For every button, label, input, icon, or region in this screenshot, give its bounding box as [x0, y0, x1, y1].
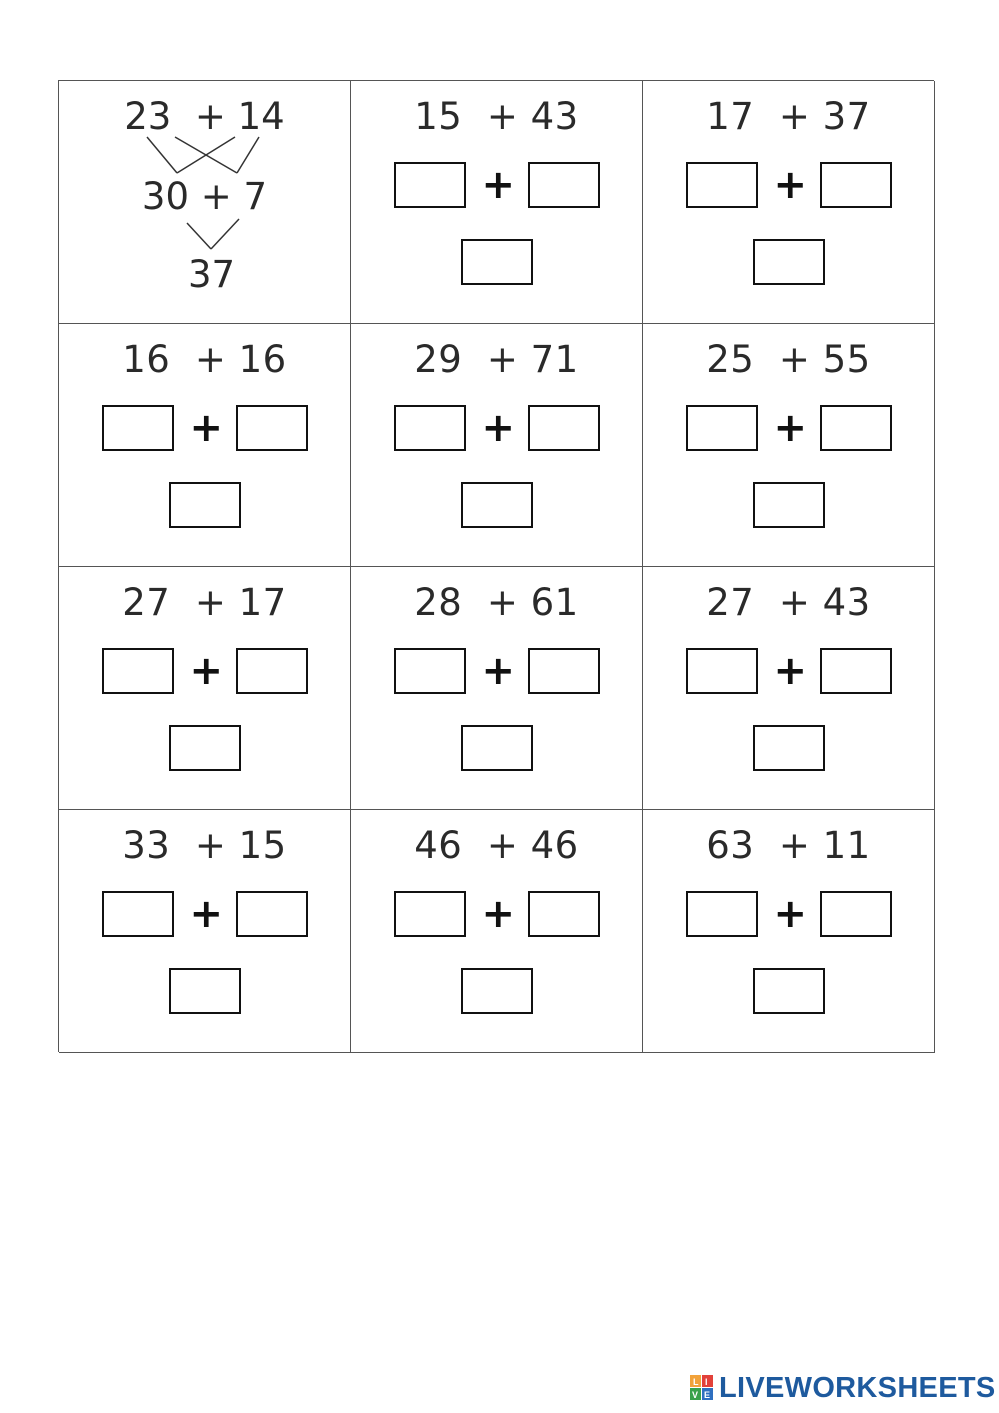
problem-sum: 25 + 55: [706, 338, 871, 381]
plus-sign: +: [481, 891, 516, 937]
example-sum: 23 + 14: [124, 95, 285, 138]
ones-answer-box[interactable]: [528, 891, 600, 937]
problem-cell: [351, 810, 643, 1053]
plus-sign: +: [189, 648, 224, 694]
example-result: 37: [187, 253, 236, 296]
ones-answer-box[interactable]: [820, 405, 892, 451]
brand-name: LIVEWORKSHEETS: [719, 1371, 996, 1404]
problem-sum: 63 + 11: [706, 824, 871, 867]
tens-answer-box[interactable]: [394, 405, 466, 451]
tens-answer-box[interactable]: [394, 162, 466, 208]
problem-sum: 27 + 17: [122, 581, 287, 624]
plus-sign: +: [773, 648, 808, 694]
ones-answer-box[interactable]: [236, 891, 308, 937]
problem-cell: [351, 324, 643, 567]
problem-cell: [59, 810, 351, 1053]
ones-answer-box[interactable]: [528, 405, 600, 451]
ones-answer-box[interactable]: [528, 648, 600, 694]
split-boxes: [351, 404, 642, 452]
example-split: 30 + 7: [141, 175, 268, 218]
svg-text:E: E: [704, 1390, 711, 1400]
tens-answer-box[interactable]: [102, 405, 174, 451]
plus-sign: +: [481, 648, 516, 694]
svg-text:I: I: [705, 1377, 708, 1387]
ones-answer-box[interactable]: [236, 648, 308, 694]
tens-answer-box[interactable]: [686, 891, 758, 937]
ones-answer-box[interactable]: [528, 162, 600, 208]
liveworksheets-logo-icon: [690, 1375, 714, 1401]
tens-answer-box[interactable]: [394, 891, 466, 937]
problem-sum: 17 + 37: [706, 95, 871, 138]
problem-sum: 28 + 61: [414, 581, 579, 624]
worksheet-grid: [58, 80, 934, 1052]
ones-answer-box[interactable]: [820, 648, 892, 694]
problem-sum: 27 + 43: [706, 581, 871, 624]
plus-sign: +: [481, 405, 516, 451]
ones-answer-box[interactable]: [820, 891, 892, 937]
liveworksheets-brand: [690, 1372, 996, 1404]
problem-cell: [351, 567, 643, 810]
result-answer-box[interactable]: [753, 725, 825, 771]
svg-text:L: L: [693, 1377, 699, 1387]
split-boxes: [643, 404, 934, 452]
result-answer-box[interactable]: [169, 725, 241, 771]
tens-answer-box[interactable]: [102, 891, 174, 937]
problem-cell: [643, 324, 935, 567]
result-answer-box[interactable]: [753, 968, 825, 1014]
result-answer-box[interactable]: [169, 968, 241, 1014]
problem-sum: 29 + 71: [414, 338, 579, 381]
tens-answer-box[interactable]: [102, 648, 174, 694]
split-boxes: [643, 647, 934, 695]
problem-sum: 16 + 16: [122, 338, 287, 381]
plus-sign: +: [773, 891, 808, 937]
result-answer-box[interactable]: [461, 482, 533, 528]
tens-answer-box[interactable]: [394, 648, 466, 694]
problem-sum: 46 + 46: [414, 824, 579, 867]
tens-answer-box[interactable]: [686, 405, 758, 451]
split-boxes: [59, 404, 350, 452]
split-boxes: [351, 161, 642, 209]
svg-text:V: V: [692, 1390, 699, 1400]
problem-cell: [351, 81, 643, 324]
problem-cell: [643, 567, 935, 810]
example-cell: [59, 81, 351, 324]
result-answer-box[interactable]: [753, 482, 825, 528]
problem-cell: [643, 810, 935, 1053]
split-boxes: [59, 647, 350, 695]
split-boxes: [351, 647, 642, 695]
plus-sign: +: [189, 891, 224, 937]
result-answer-box[interactable]: [461, 239, 533, 285]
tens-answer-box[interactable]: [686, 648, 758, 694]
result-answer-box[interactable]: [461, 725, 533, 771]
split-boxes: [351, 890, 642, 938]
split-boxes: [643, 161, 934, 209]
problem-sum: 15 + 43: [414, 95, 579, 138]
ones-answer-box[interactable]: [236, 405, 308, 451]
problem-cell: [59, 567, 351, 810]
result-answer-box[interactable]: [169, 482, 241, 528]
result-answer-box[interactable]: [461, 968, 533, 1014]
tens-answer-box[interactable]: [686, 162, 758, 208]
plus-sign: +: [773, 405, 808, 451]
problem-cell: [643, 81, 935, 324]
split-boxes: [643, 890, 934, 938]
plus-sign: +: [481, 162, 516, 208]
problem-sum: 33 + 15: [122, 824, 287, 867]
plus-sign: +: [773, 162, 808, 208]
plus-sign: +: [189, 405, 224, 451]
ones-answer-box[interactable]: [820, 162, 892, 208]
split-boxes: [59, 890, 350, 938]
problem-cell: [59, 324, 351, 567]
result-answer-box[interactable]: [753, 239, 825, 285]
